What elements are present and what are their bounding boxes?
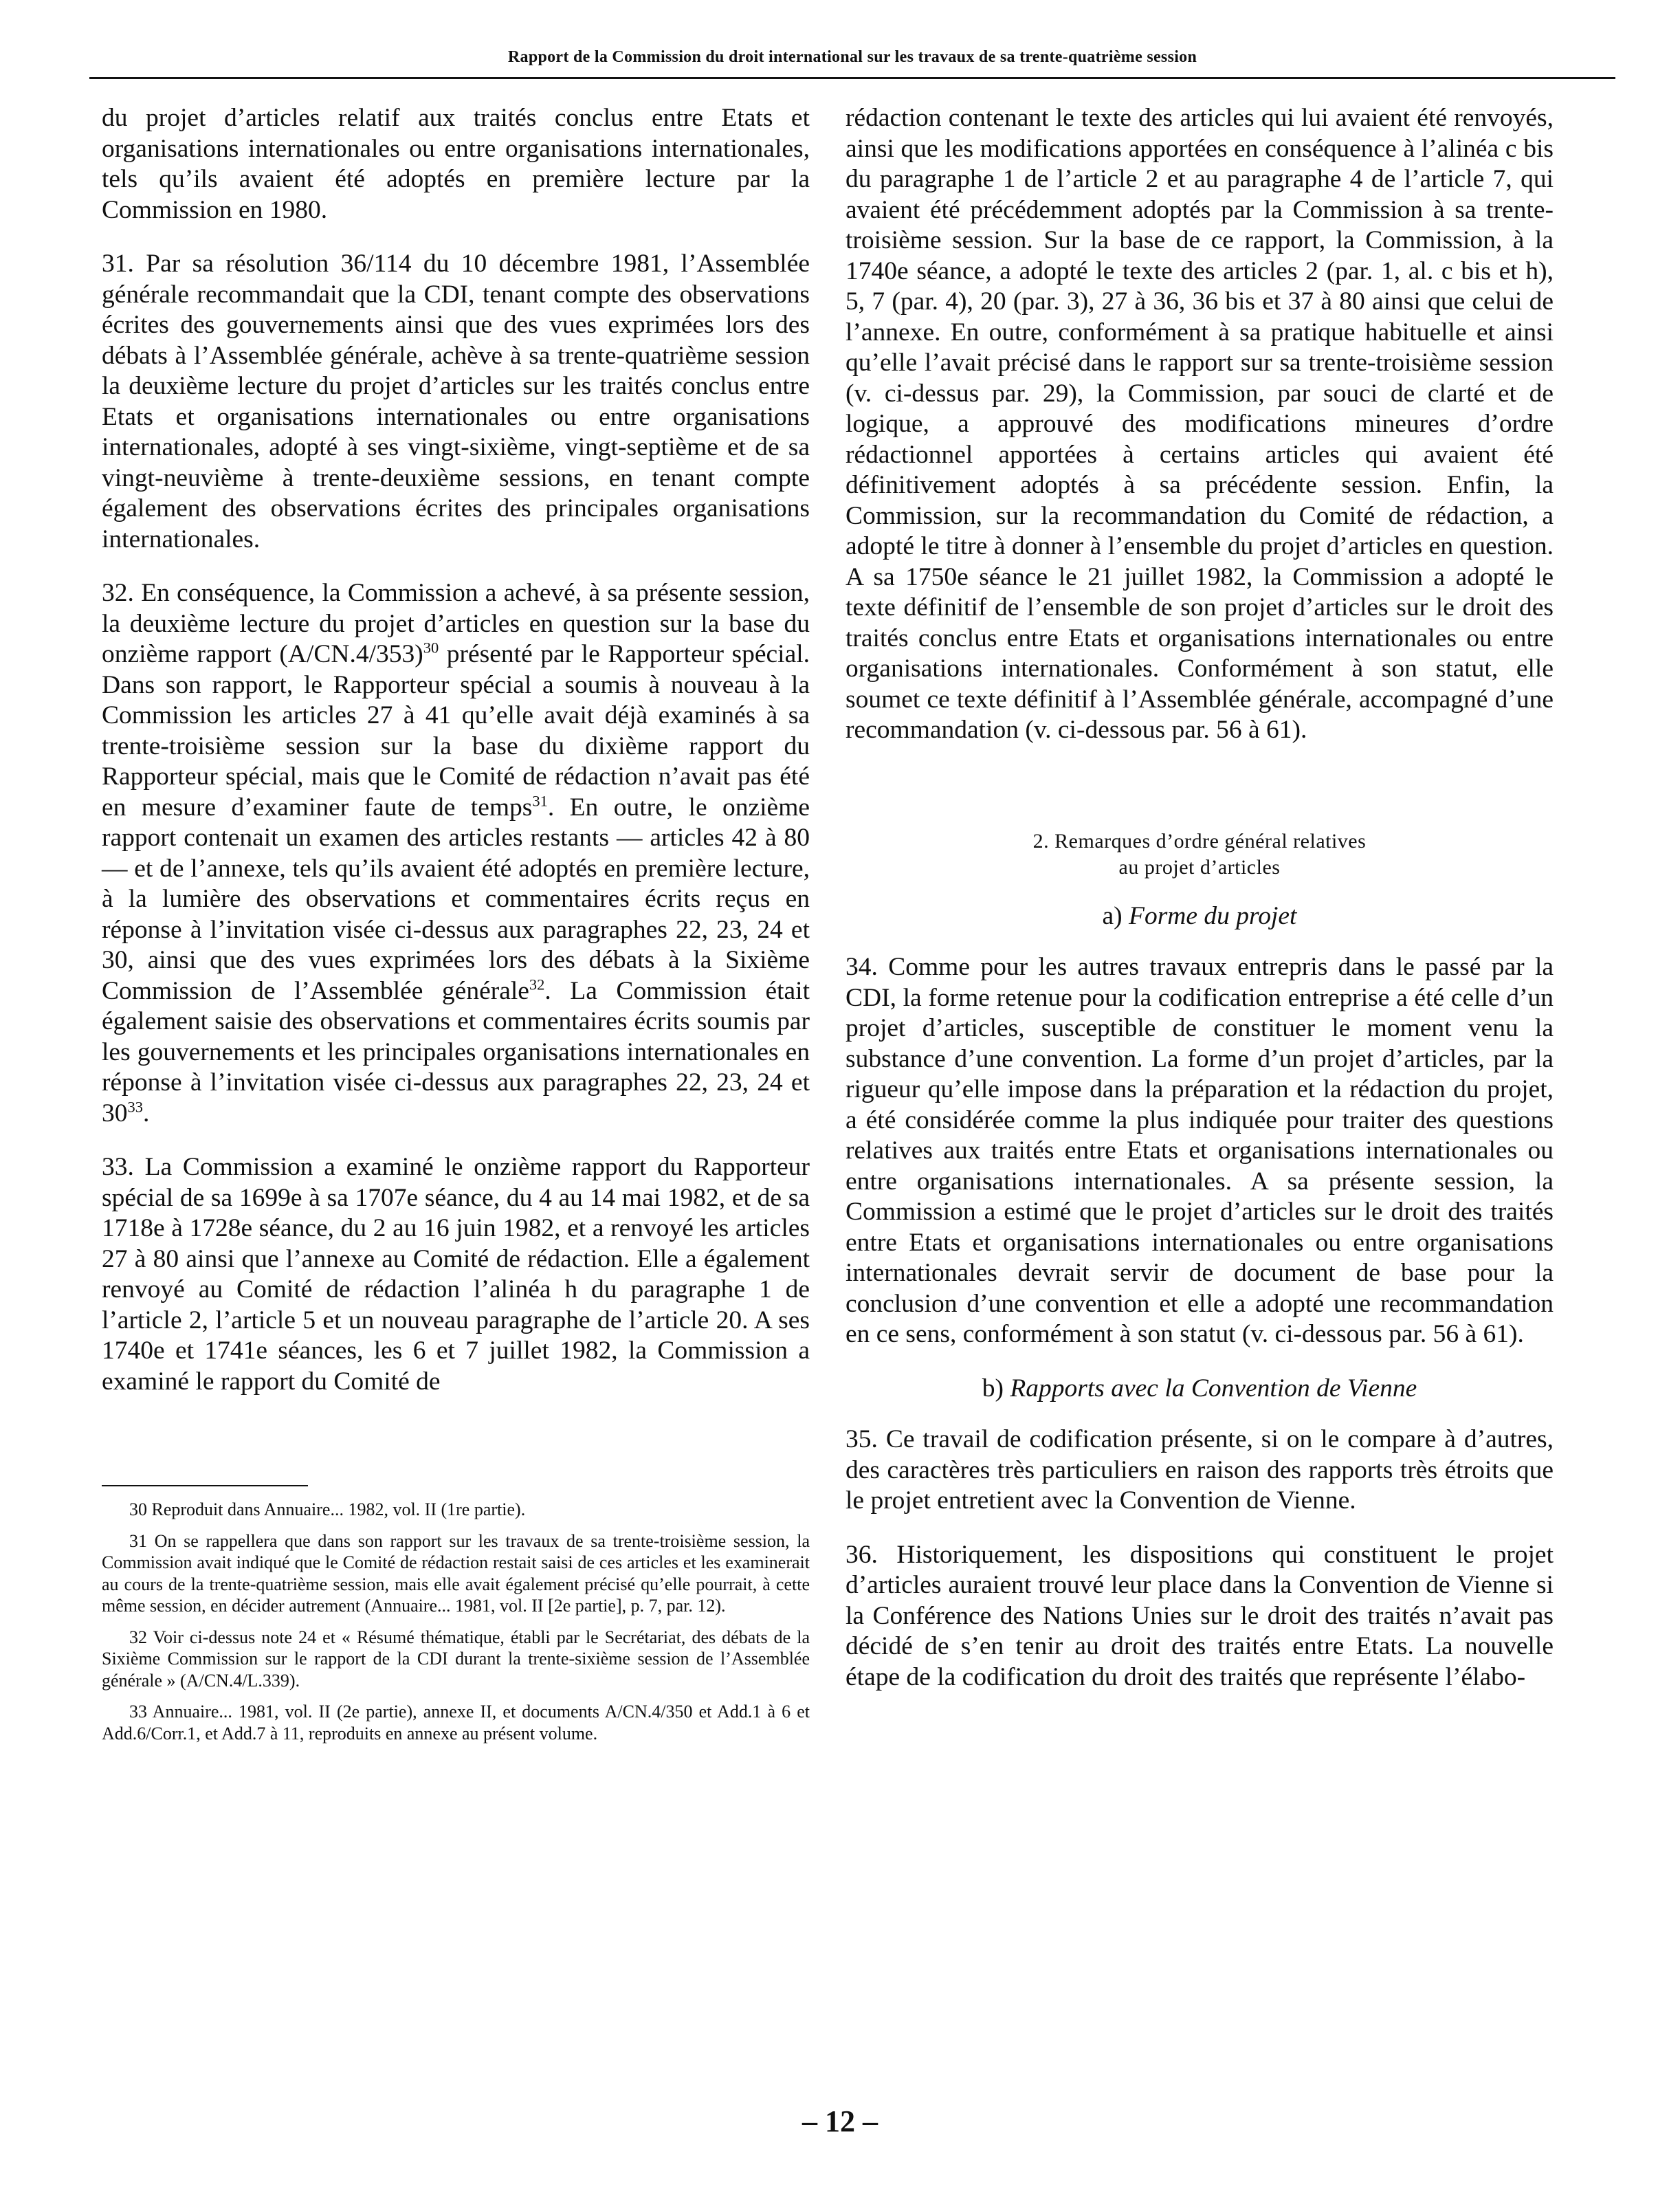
paragraph-text: Historiquement, les dispositions qui constituent le projet d’articles auraient trouvé leur place dans la Convention de Vienne si la Conférence des Nations Unies sur le droit des traités n’avait pas décidé de s’en tenir au droit des traités entre Etats. La nouvelle étape de la codification du droit des traités que représente l’élabo- xyxy=(845,1540,1554,1691)
paragraph-36 xyxy=(845,1540,1554,1693)
footnote-30: 30 Reproduit dans Annuaire... 1982, vol. II (1re partie). xyxy=(129,1499,526,1519)
footnote-ref-31: 31 xyxy=(532,792,548,809)
footnote-rule xyxy=(102,1485,308,1486)
paragraph-35 xyxy=(845,1424,1554,1517)
paragraph-number: 33. xyxy=(102,1153,134,1181)
paragraph-number: 36. xyxy=(845,1540,878,1569)
paragraph-33-continuation: rédaction contenant le texte des articles qui lui avaient été renvoyés, ainsi que les modifications apportées en conséquence à l’alinéa c bis du paragraphe 1 de l’article 2 et au paragraphe 4 de l’article 7, qui avaient été précédemment adoptés par la Commission à sa trente-troisième session. Sur la base de ce rapport, la Commission, à la 1740e séance, a adopté le texte des articles 2 (par. 1, al. c bis et h), 5, 7 (par. 4), 20 (par. 3), 27 à 36, 36 bis et 37 à 80 ainsi que celui de l’annexe. En outre, conformément à sa pratique habituelle et ainsi qu’elle l’avait précisé dans le rapport sur sa trente-troisième session (v. ci-dessus par. 29), la Commission, par souci de clarté et de logique, a approuvé des modifications mineures d’ordre rédactionnel apportées à certains articles qui avaient été définitivement adoptés à sa précédente session. Enfin, la Commission, sur la recommandation du Comité de rédaction, a adopté le titre à donner à l’ensemble du projet d’articles en question. A sa 1750e séance le 21 juillet 1982, la Commission a adopté le texte définitif de l’ensemble de son projet d’articles sur le droit des traités conclus entre Etats et organisations internationales ou entre organisations internationales. Conformément à son statut, elle soumet ce texte définitif à l’Assemblée générale, accompagné d’une recommandation (v. ci-dessous par. 56 à 61). xyxy=(845,104,1554,744)
paragraph-text: Par sa résolution 36/114 du 10 décembre 1981, l’Assemblée générale recommandait que la CDI, tenant compte des observations écrites des gouvernements ainsi que des vues exprimées lors des débats à l’Assemblée générale, achève à sa trente-quatrième session la deuxième lecture du projet d’articles sur les traités conclus entre Etats et organisations internationales ou entre organisations internationales, adopté à ses vingt-sixième, vingt-septième et de sa vingt-neuvième à trente-deuxième sessions, en tenant compte également des observations écrites des principales organisations internationales. xyxy=(102,250,810,553)
paragraph-text: En conséquence, la Commission a achevé, à sa présente session, la deuxième lecture du projet d’articles en question sur la base du onzième rapport (A/CN.4/353) xyxy=(102,579,810,668)
page-number: – 12 – xyxy=(802,2104,878,2138)
paragraph-33 xyxy=(102,1152,810,1397)
subsection-title-b xyxy=(845,1374,1554,1405)
subsection-letter: b) xyxy=(982,1374,1004,1402)
paragraph-intro-continuation: du projet d’articles relatif aux traités conclus entre Etats et organisations internationales ou entre organisations internationales, tels qu’ils avaient été adoptés en première lecture par la Commission en 1980. xyxy=(102,104,810,224)
paragraph-number: 34. xyxy=(845,953,878,981)
subsection-letter: a) xyxy=(1102,901,1123,930)
section-title-line: au projet d’articles xyxy=(1118,855,1281,879)
section-title xyxy=(845,828,1554,881)
footnote-31: 31 On se rappellera que dans son rapport sur les travaux de sa trente-troisième session, la Commission avait indiqué que le Comité de rédaction restait saisi de ces articles et les examinerait au cours de la trente-quatrième session, mais elle avait également précisé qu’elle pourrait, à cette même session, en décider autrement (Annuaire... 1981, vol. II [2e partie], p. 7, par. 12). xyxy=(102,1530,810,1616)
paragraph-text: . La Commission était également saisie des observations et commentaires écrits soumis par les gouvernements et les principales organisations internationales en réponse à l’invitation visée ci-dessus aux paragraphes 22, 23, 24 et 30 xyxy=(102,976,810,1128)
subsection-title-a xyxy=(845,901,1554,932)
footnote-32: 32 Voir ci-dessus note 24 et « Résumé thématique, établi par le Secrétariat, des débats de la Sixième Commission sur le rapport de la CDI durant la trente-sixième session de l’Assemblée générale » (A/CN.4/L.339). xyxy=(102,1627,810,1691)
paragraph-text: La Commission a examiné le onzième rapport du Rapporteur spécial de sa 1699e à sa 1707e séance, du 4 au 14 mai 1982, et de sa 1718e à 1728e séance, du 2 au 16 juin 1982, et a renvoyé les articles 27 à 80 ainsi que l’annexe au Comité de rédaction. Elle a également renvoyé au Comité de rédaction l’alinéa h du paragraphe 1 de l’article 2, l’article 5 et un nouveau paragraphe de l’article 20. A ses 1740e et 1741e séances, les 6 et 7 juillet 1982, la Commission a examiné le rapport du Comité de xyxy=(102,1153,810,1396)
running-head: Rapport de la Commission du droit international sur les travaux de sa trente-quatrième session xyxy=(507,48,1197,66)
subsection-text: Rapports avec la Convention de Vienne xyxy=(1010,1374,1417,1402)
footnote-ref-33: 33 xyxy=(127,1098,143,1115)
section-title-line: 2. Remarques d’ordre général relatives xyxy=(1032,829,1367,852)
footnote-ref-32: 32 xyxy=(529,976,545,993)
paragraph-text: Ce travail de codification présente, si on le compare à d’autres, des caractères très particuliers en raison des rapports très étroits que le projet entretient avec la Convention de Vienne. xyxy=(845,1425,1554,1515)
paragraph-text: présenté par le Rapporteur spécial. Dans son rapport, le Rapporteur spécial a soumis à nouveau à la Commission les articles 27 à 41 qu’elle avait déjà examinés à sa trente-troisième session sur la base du dixième rapport du Rapporteur spécial, mais que le Comité de rédaction n’avait pas été en mesure d’examiner faute de temps xyxy=(102,640,810,822)
footnote-33: 33 Annuaire... 1981, vol. II (2e partie), annexe II, et documents A/CN.4/350 et Add.1 à 6 et Add.6/Corr.1, et Add.7 à 11, reproduits en annexe au présent volume. xyxy=(102,1702,810,1744)
paragraph-34 xyxy=(845,952,1554,1350)
paragraph-number: 32. xyxy=(102,579,134,607)
paragraph-text: Comme pour les autres travaux entrepris dans le passé par la CDI, la forme retenue pour la codification entreprise a été celle d’un projet d’articles, susceptible de constituer le moment venu la substance d’une convention. La forme d’un projet d’articles, par la rigueur qu’elle impose dans la préparation et la rédaction du projet, a été considérée comme la plus indiquée pour traiter des questions relatives aux traités entre Etats et organisations internationales ou entre organisations internationales. A sa présente session, la Commission a estimé que le projet d’articles sur le droit des traités entre Etats et organisations internationales ou entre organisations internationales devrait servir de document de base pour la conclusion d’une convention et elle a adopté une recommandation en ce sens, conformément à son statut (v. ci-dessous par. 56 à 61). xyxy=(845,953,1554,1348)
paragraph-text: . xyxy=(143,1099,150,1128)
footnote-ref-30: 30 xyxy=(423,639,439,657)
paragraph-32 xyxy=(102,578,810,1129)
subsection-text: Forme du projet xyxy=(1129,901,1297,930)
paragraph-31 xyxy=(102,249,810,555)
right-column xyxy=(845,103,1554,1716)
paragraph-text: . En outre, le onzième rapport contenait un examen des articles restants — articles 42 à 80 — et de l’annexe, tels qu’ils avaient été adoptés en première lecture, à la lumière des observations et commentaires écrits reçus en réponse à l’invitation visée ci-dessus aux paragraphes 22, 23, 24 et 30, ainsi que des vues exprimées lors des débats à la Sixième Commission de l’Assemblée générale xyxy=(102,793,810,1005)
paragraph-number: 35. xyxy=(845,1425,878,1453)
footnotes xyxy=(102,1499,810,1754)
header-rule xyxy=(89,77,1615,79)
left-column xyxy=(102,103,810,1420)
paragraph-number: 31. xyxy=(102,250,134,278)
